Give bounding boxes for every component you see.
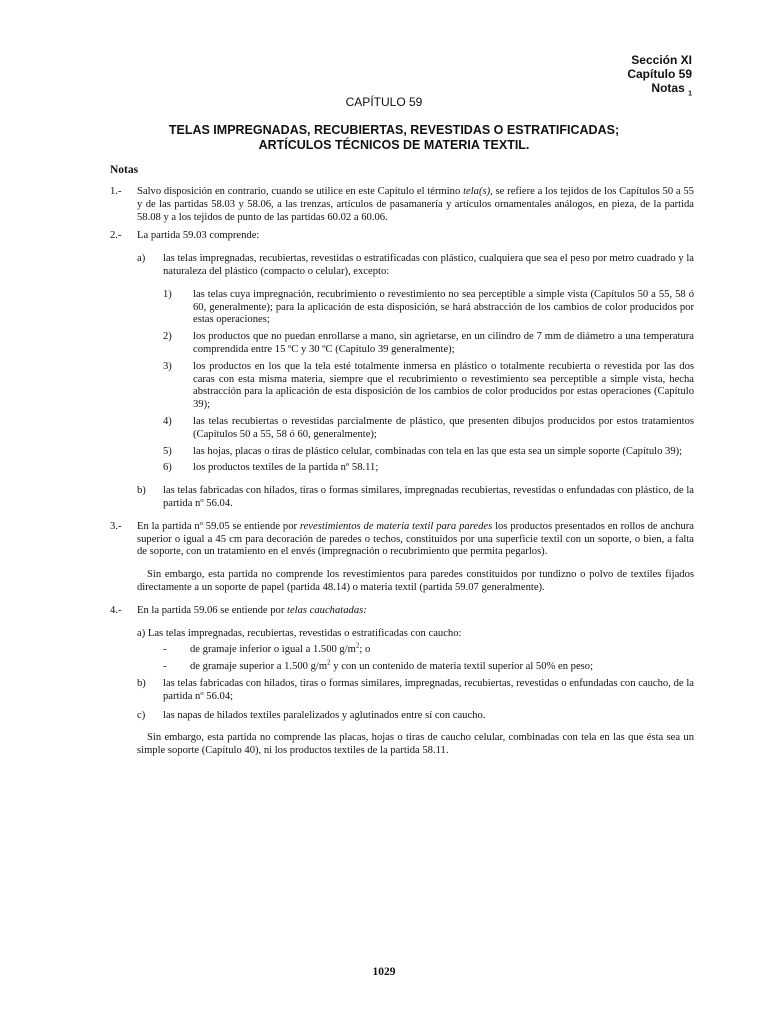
note-3 <box>110 521 694 559</box>
header-notas: Notas $_1$ <box>651 81 692 98</box>
item-text: las telas impregnadas, recubiertas, revestidas o estratificadas con plástico, cualquiera que sea el peso por metro cuadrado y la naturaleza del plástico (compacto o celular), excepto: <box>163 253 694 277</box>
list-item <box>163 331 694 357</box>
item-label: 5) <box>163 445 172 457</box>
list-item <box>163 462 694 475</box>
list-item <box>163 641 694 657</box>
header-capitulo: Capítulo 59 <box>627 67 692 81</box>
note-text: En la partida nº 59.05 se entiende por revestimientos de materia textil para paredes los productos presentados en rollos de anchura superior o igual a 45 cm para decoración de paredes o techos, constituidos por una superficie textil con un soporte, o bien, a falta de soporte, con un tratamiento en el envés (impregnación o recubrimiento que permita pegarlos). <box>137 520 694 558</box>
item-label: 1) <box>163 288 172 300</box>
item-text: las telas cuya impregnación, recubrimiento o revestimiento no sea perceptible a simple vista (Capítulos 50 a 55, 58 ó 60, generalmente); para la aplicación de esta disposición, se hará abstracción de los cambios de color producidos por estas operaciones; <box>193 288 694 326</box>
note-number: 4.- <box>110 604 122 616</box>
item-text: de gramaje superior a 1.500 $g/m^2$ y con un contenido de materia textil superior al 50% en peso; <box>190 658 594 673</box>
item-text: las napas de hilados textiles paralelizados y aglutinados entre sí con caucho. <box>163 709 486 721</box>
list-item <box>163 416 694 442</box>
list-item <box>137 628 694 641</box>
list-item <box>137 678 694 704</box>
note-4 <box>110 605 694 618</box>
item-text: los productos textiles de la partida nº 58.11; <box>193 462 379 474</box>
header-seccion: Sección XI <box>631 53 692 67</box>
chapter-title <box>90 123 698 153</box>
list-item <box>137 485 694 511</box>
item-label: - <box>163 661 167 673</box>
item-text: los productos en los que la tela esté totalmente inmersa en plástico o totalmente recubierta o revestida por las dos caras con esta misma materia, siempre que el recubrimiento o revestimiento sea perceptible a simple vista, hecha abstracción para la aplicación de esta disposición de los cambios de color producidos por estas operaciones (Capítulo 39); <box>193 360 694 411</box>
item-label: 6) <box>163 462 172 474</box>
item-label: b) <box>137 485 146 497</box>
item-label: 4) <box>163 415 172 427</box>
note-text: La partida 59.03 comprende: <box>137 230 260 242</box>
note-number: 1.- <box>110 186 122 197</box>
list-item <box>137 253 694 279</box>
note-1 <box>110 186 694 224</box>
item-text: a) Las telas impregnadas, recubiertas, revestidas o estratificadas con caucho: <box>137 627 462 639</box>
title-line-1: TELAS IMPREGNADAS, RECUBIERTAS, REVESTIDAS O ESTRATIFICADAS; <box>168 123 620 137</box>
item-label: b) <box>137 677 146 689</box>
item-text: las telas fabricadas con hilados, tiras o formas similares, impregnadas, recubiertas, revestidas o enfundadas con caucho, de la partida nº 56.04; <box>163 677 694 702</box>
note-text: En la partida 59.06 se entiende por telas cauchatadas: <box>137 604 367 616</box>
defined-term: tela(s), <box>463 186 493 197</box>
defined-term: telas cauchatadas: <box>287 604 367 616</box>
chapter-label: CAPÍTULO 59 <box>345 95 423 109</box>
note-number: 3.- <box>110 520 122 532</box>
title-line-2: ARTÍCULOS TÉCNICOS DE MATERIA TEXTIL. <box>258 138 530 152</box>
item-text: los productos que no puedan enrollarse a mano, sin agrietarse, en un cilindro de 7 mm de diámetro a una temperatura comprendida entre 15 ºC y 30 ºC (Capítulo 39 generalmente); <box>193 331 694 355</box>
note-paragraph: Sin embargo, esta partida no comprende los revestimientos para paredes constituidos por tundizno o polvo de textiles fijados directamente a un soporte de papel (partida 48.14) o materia textil (partida 59.07 generalmente). <box>137 569 694 593</box>
item-text: las telas recubiertas o revestidas parcialmente de plástico, que presenten dibujos producidos por estos tratamientos (Capítulos 50 a 55, 58 ó 60, generalmente); <box>193 415 694 440</box>
item-label: 3) <box>163 360 172 372</box>
list-item <box>163 658 694 674</box>
page-number: 1029 <box>372 966 396 978</box>
note-2 <box>110 230 694 243</box>
item-label: c) <box>137 709 146 721</box>
list-item <box>163 361 694 412</box>
item-label: a) <box>137 253 146 265</box>
note-number: 2.- <box>110 230 122 242</box>
list-item <box>137 710 694 723</box>
item-text: las telas fabricadas con hilados, tiras o formas similares, impregnadas recubiertas, revestidas o enfundadas con plástico, de la partida nº 56.04. <box>163 485 694 509</box>
item-text: las hojas, placas o tiras de plástico celular, combinadas con tela en las que esta sea un simple soporte (Capítulo 39); <box>193 445 683 457</box>
notas-heading: Notas <box>110 164 139 176</box>
item-label: - <box>163 644 167 656</box>
note-paragraph: Sin embargo, esta partida no comprende las placas, hojas o tiras de caucho celular, combinadas con tela en las que ésta sea un simple soporte (Capítulo 40), ni los productos textiles de la partida 58.11. <box>137 732 694 757</box>
defined-term: revestimientos de materia textil para paredes <box>299 520 493 532</box>
item-text: de gramaje inferior o igual a 1.500 $g/m^2$; o <box>190 641 371 656</box>
list-item <box>163 446 694 459</box>
list-item <box>163 289 694 327</box>
note-text: Salvo disposición en contrario, cuando se utilice en este Capítulo el término tela(s), se refiere a los tejidos de los Capítulos 50 a 55 y de las partidas 58.03 y 58.06, a las trenzas, artículos de pasamanería y artículos ornamentales análogos, en pieza, de la partida 58.08 y a los tejidos de punto de las partidas 60.02 a 60.06. <box>137 186 694 223</box>
notes-body <box>110 186 694 758</box>
item-label: 2) <box>163 331 172 343</box>
